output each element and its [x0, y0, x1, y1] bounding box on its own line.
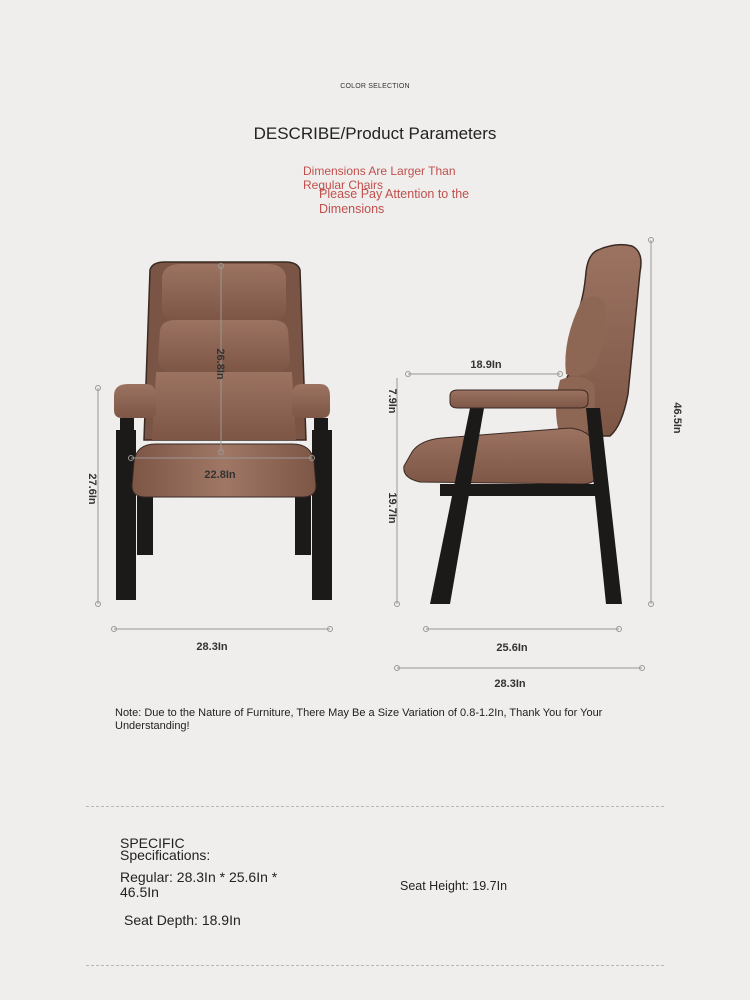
front-chair — [114, 262, 332, 600]
spec-seat-height: Seat Height: 19.7In — [400, 879, 508, 893]
dim-seat-height: 19.7In — [386, 492, 398, 524]
side-chair — [404, 245, 641, 604]
page-title: DESCRIBE/Product Parameters — [253, 124, 497, 143]
dim-front-overall-width: 28.3In — [196, 641, 228, 653]
warning-dimensions-larger: Dimensions Are Larger Than Regular Chairs — [303, 164, 456, 192]
dim-side-overall-depth: 28.3In — [494, 678, 526, 690]
dim-seat-width: 22.8In — [204, 469, 236, 481]
spec-heading-specifications: Specifications: — [120, 847, 211, 863]
dim-leg-depth: 25.6In — [496, 642, 528, 654]
spec-seat-depth: Seat Depth: 18.9In — [124, 912, 241, 928]
dim-arm-above-seat: 7.9In — [386, 388, 398, 414]
dim-seat-depth: 18.9In — [470, 359, 502, 371]
dim-overall-height: 46.5In — [671, 402, 683, 434]
divider-top — [86, 806, 664, 807]
divider-bottom — [86, 965, 664, 966]
size-variation-note: Note: Due to the Nature of Furniture, There May Be a Size Variation of 0.8-1.2In, Thank You for Your Understanding! — [115, 707, 603, 732]
dim-backrest-height: 26.8In — [214, 348, 226, 380]
spec-regular-size: Regular: 28.3In * 25.6In * 46.5In — [120, 869, 278, 900]
warning-pay-attention: Please Pay Attention to the Dimensions — [319, 187, 470, 216]
color-selection-label: COLOR SELECTION — [340, 83, 410, 90]
spec-heading-specific: SPECIFIC — [120, 835, 185, 851]
dim-arm-height: 27.6In — [86, 473, 98, 505]
